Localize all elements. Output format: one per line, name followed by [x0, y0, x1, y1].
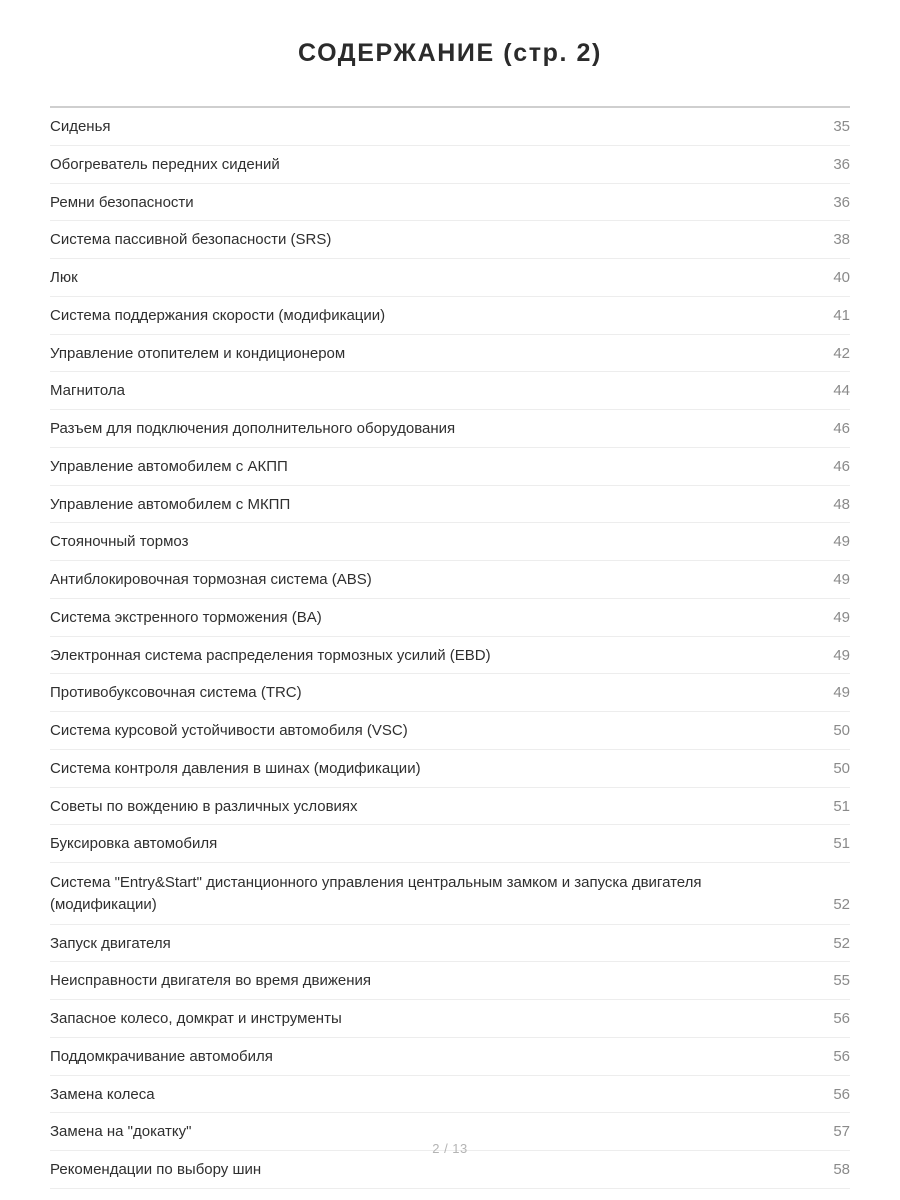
toc-row[interactable]	[50, 1000, 850, 1038]
toc-entry-label: Система поддержания скорости (модификации)	[50, 306, 386, 324]
toc-entry-page-number: 50	[833, 759, 850, 777]
page-footer: 2 / 13	[432, 1141, 468, 1156]
toc-entry-page-number: 42	[833, 344, 850, 362]
toc-entry-page-number: 44	[833, 382, 850, 400]
toc-entry-label: Люк	[50, 269, 78, 286]
toc-row[interactable]	[50, 1151, 850, 1189]
toc-entry-label: Запасное колесо, домкрат и инструменты	[50, 1010, 342, 1027]
toc-entry-page-number: 56	[833, 1085, 850, 1103]
toc-row[interactable]	[50, 372, 850, 410]
toc-entry-page-number: 41	[833, 306, 850, 324]
toc-row[interactable]	[50, 486, 850, 524]
toc-row[interactable]	[50, 825, 850, 863]
toc-row[interactable]	[50, 599, 850, 637]
toc-row[interactable]	[50, 259, 850, 297]
toc-entry-label: Обогреватель передних сидений	[50, 155, 280, 173]
toc-entry-label: Система "Entry&Start" дистанционного управления центральным замком и запуска двигателя (модификации)	[50, 874, 702, 913]
toc-entry-page-number: 38	[833, 231, 850, 249]
toc-entry-label: Система экстренного торможения (BA)	[50, 608, 322, 626]
toc-entry-page-number: 48	[833, 495, 850, 513]
toc-entry-label: Антиблокировочная тормозная система (ABS)	[50, 571, 372, 588]
page-title: СОДЕРЖАНИЕ (стр. 2)	[298, 39, 602, 67]
toc-row[interactable]	[50, 410, 850, 448]
toc-entry-page-number: 50	[833, 722, 850, 739]
toc-row[interactable]	[50, 1076, 850, 1114]
toc-entry-page-number: 36	[833, 193, 850, 211]
toc-entry-page-number: 56	[833, 1010, 850, 1027]
toc-entry-label: Советы по вождению в различных условиях	[50, 797, 358, 815]
toc-row[interactable]	[50, 674, 850, 712]
toc-entry-label: Запуск двигателя	[50, 934, 171, 952]
toc-row[interactable]	[50, 712, 850, 750]
toc-entry-page-number: 56	[833, 1047, 850, 1065]
toc-entry-label: Магнитола	[50, 382, 125, 400]
toc-entry-label: Система пассивной безопасности (SRS)	[50, 231, 332, 249]
toc-entry-page-number: 46	[833, 457, 850, 475]
toc-row[interactable]	[50, 221, 850, 259]
toc-row[interactable]	[50, 561, 850, 599]
toc-row[interactable]	[50, 297, 850, 335]
toc-entry-label: Управление отопителем и кондиционером	[50, 344, 346, 362]
toc-entry-page-number: 49	[833, 684, 850, 702]
toc-entry-label: Противобуксовочная система (TRC)	[50, 684, 302, 702]
toc-row[interactable]	[50, 750, 850, 788]
toc-entry-page-number: 46	[833, 420, 850, 437]
toc-entry-page-number: 40	[833, 269, 850, 286]
toc-entry-page-number: 58	[833, 1161, 850, 1178]
toc-entry-label: Управление автомобилем с МКПП	[50, 495, 291, 513]
toc-entry-page-number: 55	[833, 972, 850, 990]
toc-row[interactable]	[50, 788, 850, 826]
toc-entry-page-number: 57	[833, 1123, 850, 1141]
toc-entry-page-number: 49	[833, 571, 850, 588]
toc-entry-label: Ремни безопасности	[50, 193, 194, 211]
toc-row[interactable]	[50, 108, 850, 146]
toc-row[interactable]	[50, 146, 850, 184]
toc-row[interactable]	[50, 523, 850, 561]
toc-entry-page-number: 49	[833, 646, 850, 664]
toc-entry-label: Система курсовой устойчивости автомобиля (VSC)	[50, 722, 408, 739]
toc-row[interactable]	[50, 925, 850, 963]
toc-row[interactable]	[50, 637, 850, 675]
toc-entry-page-number: 35	[833, 118, 850, 135]
toc-entry-page-number: 49	[833, 533, 850, 551]
toc-entry-label: Замена на "докатку"	[50, 1123, 192, 1141]
toc-entry-label: Система контроля давления в шинах (модификации)	[50, 759, 421, 777]
toc-entry-label: Рекомендации по выбору шин	[50, 1161, 262, 1178]
toc-entry-page-number: 51	[833, 835, 850, 853]
toc-entry-label: Стояночный тормоз	[50, 533, 189, 551]
toc-entry-page-number: 52	[833, 895, 850, 913]
toc-entry-label: Разъем для подключения дополнительного оборудования	[50, 420, 456, 437]
toc-row[interactable]	[50, 335, 850, 373]
toc-row[interactable]	[50, 448, 850, 486]
toc-entry-page-number: 49	[833, 608, 850, 626]
toc-entry-label: Поддомкрачивание автомобиля	[50, 1047, 273, 1065]
toc-entry-label: Управление автомобилем с АКПП	[50, 457, 288, 475]
table-of-contents	[50, 108, 850, 1189]
toc-row[interactable]	[50, 962, 850, 1000]
toc-entry-label: Замена колеса	[50, 1085, 155, 1103]
toc-row[interactable]	[50, 863, 850, 925]
toc-entry-label: Буксировка автомобиля	[50, 835, 218, 853]
toc-entry-label: Неисправности двигателя во время движения	[50, 972, 372, 990]
toc-entry-label: Электронная система распределения тормозных усилий (EBD)	[50, 646, 491, 664]
toc-row[interactable]	[50, 1038, 850, 1076]
toc-entry-label: Сиденья	[50, 118, 111, 135]
toc-entry-page-number: 36	[833, 155, 850, 173]
toc-entry-page-number: 51	[833, 797, 850, 815]
toc-row[interactable]	[50, 184, 850, 222]
toc-entry-page-number: 52	[833, 934, 850, 952]
